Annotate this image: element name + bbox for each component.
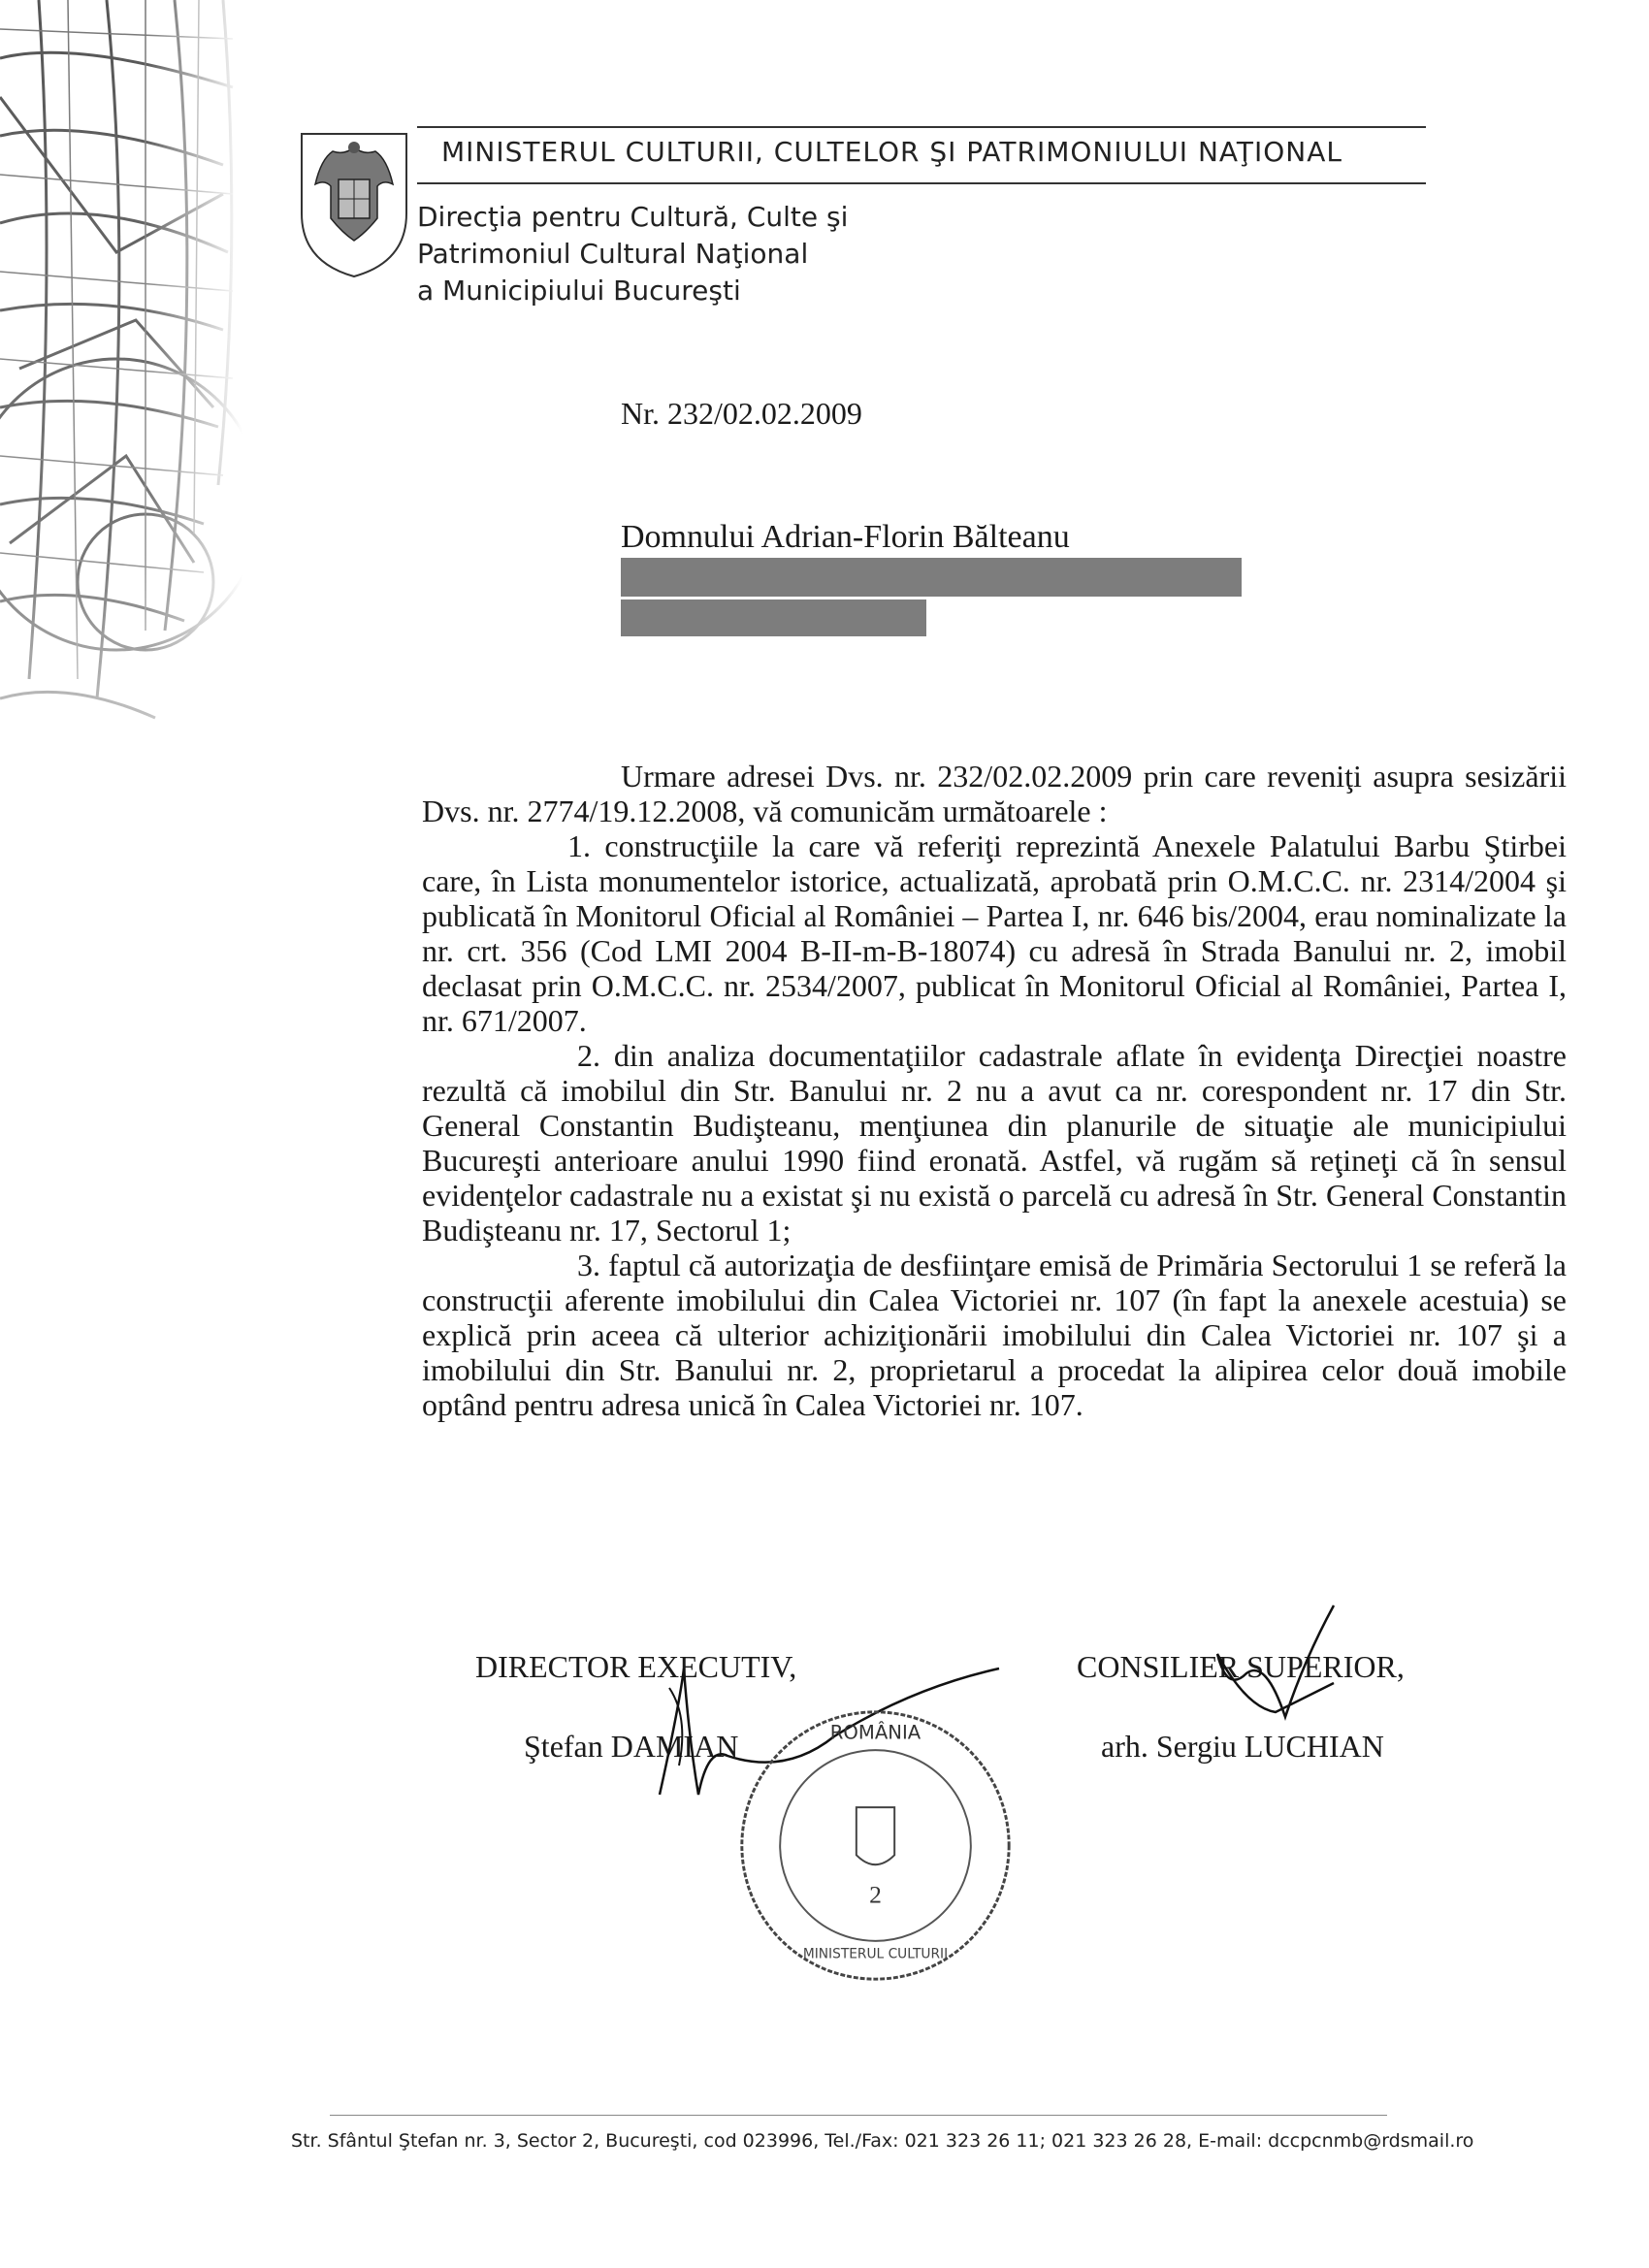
- header-rule-bottom: [417, 182, 1426, 184]
- coat-of-arms-icon: [296, 126, 412, 281]
- item-paragraph: 2. din analiza documentaţiilor cadastrale aflate în evidenţa Direcţiei noastre rezultă că imobilul din Str. Banului nr. 2 nu a avut ca nr. corespondent nr. 17 din Str. General Constantin Budişteanu, menţiunea din planurile de situaţie ale municipiului Bucureşti anterioare anului 1990 fiind eronată. Astfel, vă rugăm să reţineţi că în sensul evidenţelor cadastrale nu a existat şi nu există o parcelă cu adresă în Str. General Constantin Budişteanu nr. 17, Sectorul 1;: [422, 1038, 1567, 1247]
- ministry-name: MINISTERUL CULTURII, CULTELOR ŞI PATRIMONIULUI NAŢIONAL: [441, 136, 1342, 168]
- signatory-right-title: CONSILIER SUPERIOR,: [1077, 1649, 1405, 1684]
- stamp-outer-text: ROMÂNIA: [829, 1721, 922, 1744]
- item-paragraph: 3. faptul că autorizaţia de desfiinţare emisă de Primăria Sectorului 1 se referă la construcţii aferente imobilului din Calea Victoriei nr. 107 (în fapt la anexele acestuia) se explică prin aceea că ulterior achiziţionării imobilului din Calea Victoriei nr. 107 şi a imobilului din Str. Banului nr. 2, proprietarul a procedat la alipirea celor două imobile optând pentru adresa unică în Calea Victoriei nr. 107.: [422, 1247, 1567, 1422]
- signatory-left-name: Ştefan DAMIAN: [524, 1729, 739, 1764]
- directorate-name: [417, 199, 848, 309]
- redacted-address-line-2: [621, 599, 926, 636]
- directorate-line: a Municipiului Bucureşti: [417, 275, 741, 307]
- letter-body: [422, 759, 1567, 1422]
- stamp-number: 2: [869, 1880, 882, 1909]
- signatory-left-title: DIRECTOR EXECUTIV,: [475, 1649, 797, 1684]
- directorate-line: Direcţia pentru Cultură, Culte şi: [417, 201, 849, 233]
- stamp-inner-text: MINISTERUL CULTURII: [802, 1946, 949, 1962]
- redacted-address-line-1: [621, 558, 1242, 597]
- footer-rule: [330, 2115, 1387, 2116]
- item-paragraph: 1. construcţiile la care vă referiţi reprezintă Anexele Palatului Barbu Ştirbei care, în Lista monumentelor istorice, actualizată, aprobată prin O.M.C.C. nr. 2314/2004 şi publicată în Monitorul Oficial al României – Partea I, nr. 646 bis/2004, erau nominalizate la nr. crt. 356 (Cod LMI 2004 B-II-m-B-18074) cu adresă în Strada Banului nr. 2, imobil declasat prin O.M.C.C. nr. 2534/2007, publicat în Monitorul Oficial al României, Partea I, nr. 671/2007.: [422, 828, 1567, 1038]
- official-stamp: [732, 1702, 1018, 1989]
- reference-number: Nr. 232/02.02.2009: [621, 396, 862, 431]
- intro-paragraph: Urmare adresei Dvs. nr. 232/02.02.2009 prin care reveniţi asupra sesizării Dvs. nr. 2774/19.12.2008, vă comunicăm următoarele :: [422, 759, 1567, 828]
- signatory-right-name: arh. Sergiu LUCHIAN: [1101, 1729, 1384, 1764]
- directorate-line: Patrimoniul Cultural Naţional: [417, 238, 809, 270]
- handwritten-signature-right: [1188, 1601, 1363, 1736]
- city-map-decoration: [0, 0, 242, 854]
- header-rule-top: [417, 126, 1426, 128]
- recipient-name: Domnului Adrian-Florin Bălteanu: [621, 519, 1070, 555]
- footer-address: Str. Sfântul Ştefan nr. 3, Sector 2, Bucureşti, cod 023996, Tel./Fax: 021 323 26 11; 021 323 26 28, E-mail: dccpcnmb@rdsmail.ro: [291, 2130, 1474, 2152]
